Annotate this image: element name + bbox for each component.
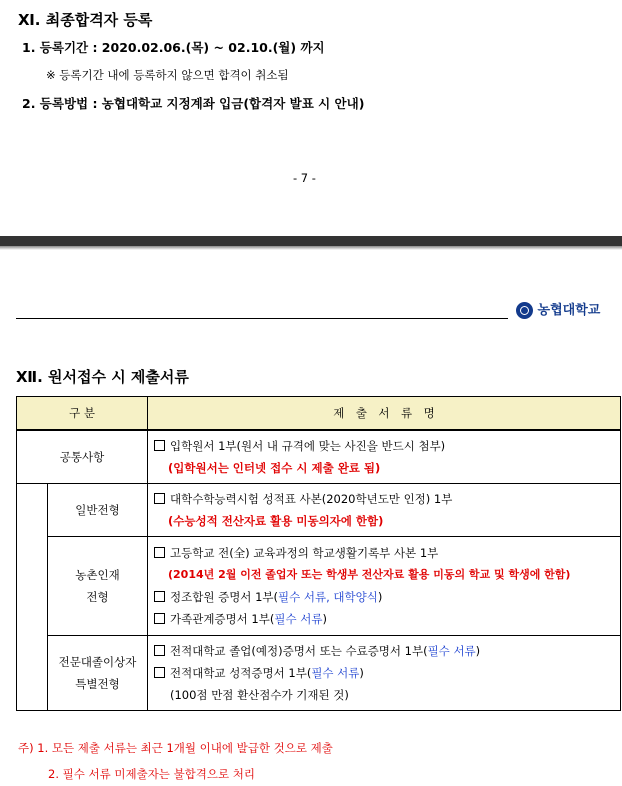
document-note: (2014년 2월 이전 졸업자 또는 학생부 전산자료 활용 미동의 학교 및 학생에 한함) (168, 568, 571, 581)
document-line (154, 435, 620, 457)
document-text: 대학수학능력시험 성적표 사본(2020학년도만 인정) 1부 (170, 492, 453, 506)
row-label-text: 특별전형 (75, 677, 120, 691)
checkbox-icon (154, 547, 165, 558)
page-separator-shadow (0, 246, 622, 250)
row-documents (148, 484, 621, 537)
documents-table (16, 396, 621, 711)
checkbox-icon (154, 613, 165, 624)
row-indent (17, 636, 48, 711)
table-row-rural (17, 537, 621, 636)
document-text: 전적대학교 졸업(예정)증명서 또는 수료증명서 1부( (170, 644, 428, 658)
footnote-1: 주) 1. 모든 제출 서류는 최근 1개월 이내에 발급한 것으로 제출 (18, 741, 333, 755)
checkbox-icon (154, 493, 165, 504)
logo-text: 농협대학교 (537, 303, 601, 318)
row-label-text: 전형 (86, 590, 109, 604)
page-separator (0, 236, 622, 246)
row-label (48, 484, 148, 537)
document-text-close: ) (475, 644, 481, 658)
row-label-text: 농촌인재 (75, 568, 120, 582)
row-label (48, 537, 148, 636)
header-rule (16, 318, 508, 319)
row-label-text: 일반전형 (75, 503, 120, 517)
required-tag: 필수 서류, 대학양식 (278, 590, 378, 604)
row-label (48, 636, 148, 711)
university-logo (516, 299, 600, 319)
checkbox-icon (154, 591, 165, 602)
header-category: 구 분 (17, 397, 148, 431)
section-title-documents: Ⅻ. 원서접수 시 제출서류 (16, 368, 189, 386)
document-line (154, 488, 620, 510)
table-row-transfer (17, 636, 621, 711)
row-indent (17, 537, 48, 636)
page-number: - 7 - (293, 171, 316, 185)
required-tag: 필수 서류 (311, 666, 360, 680)
document-text: 가족관계증명서 1부( (170, 612, 275, 626)
document-line (154, 586, 620, 608)
document-text-close: ) (359, 666, 364, 680)
document-note: (100점 만점 환산점수가 기재된 것) (170, 688, 349, 702)
row-documents (148, 430, 621, 484)
registration-period: 1. 등록기간 : 2020.02.06.(목) ~ 02.10.(월) 까지 (22, 40, 325, 55)
row-documents (148, 636, 621, 711)
registration-method: 2. 등록방법 : 농협대학교 지정계좌 입금(합격자 발표 시 안내) (22, 96, 365, 111)
document-text: 고등학교 전(全) 교육과정의 학교생활기록부 사본 1부 (170, 546, 439, 560)
nh-emblem-icon (516, 302, 533, 319)
section-title-registration: Ⅺ. 최종합격자 등록 (18, 11, 153, 29)
row-documents (148, 537, 621, 636)
checkbox-icon (154, 645, 165, 656)
header-documents: 제 출 서 류 명 (148, 397, 621, 431)
document-line (154, 662, 620, 684)
document-text-close: ) (377, 590, 383, 604)
row-label (17, 430, 148, 484)
document-note: (수능성적 전산자료 활용 미동의자에 한함) (168, 514, 384, 528)
checkbox-icon (154, 667, 165, 678)
document-line (154, 542, 620, 564)
table-row-common (17, 430, 621, 484)
document-text-close: ) (322, 612, 327, 626)
row-label-text: 공통사항 (59, 450, 105, 464)
document-text: 입학원서 1부(원서 내 규격에 맞는 사진을 반드시 첨부) (170, 439, 446, 453)
document-line (154, 608, 620, 630)
required-tag: 필수 서류 (274, 612, 323, 626)
checkbox-icon (154, 440, 165, 451)
document-text: 정조합원 증명서 1부( (170, 590, 278, 604)
document-text: 전적대학교 성적증명서 1부( (170, 666, 312, 680)
table-header-row (17, 397, 621, 431)
table-row-general (17, 484, 621, 537)
row-label-text: 전문대졸이상자 (58, 655, 137, 669)
document-line (154, 640, 620, 662)
footnote-2: 2. 필수 서류 미제출자는 불합격으로 처리 (48, 767, 255, 781)
required-tag: 필수 서류 (427, 644, 476, 658)
document-note: (입학원서는 인터넷 접수 시 제출 완료 됨) (168, 461, 381, 475)
row-indent (17, 484, 48, 537)
registration-note: ※ 등록기간 내에 등록하지 않으면 합격이 취소됨 (46, 68, 289, 82)
